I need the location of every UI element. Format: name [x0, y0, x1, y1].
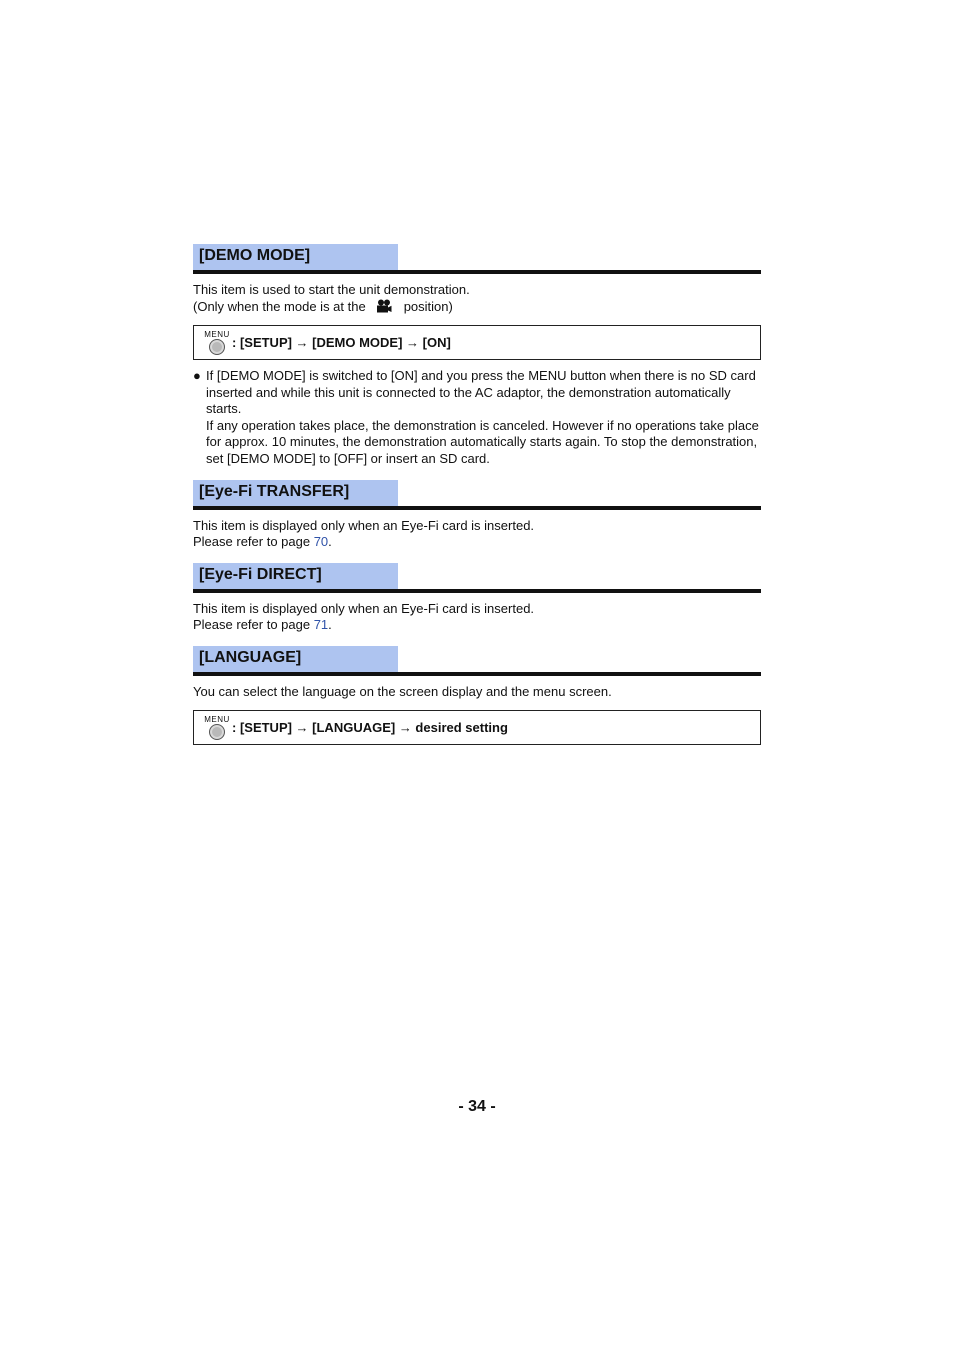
- section-description: This item is used to start the unit demonstration.: [193, 282, 470, 297]
- note-item: [193, 368, 761, 468]
- section-eyefi-transfer: [193, 480, 761, 551]
- note-paragraph-2: If any operation takes place, the demonstration is canceled. However if no operations take place for approx. 10 minutes, the demonstration automatically starts again. To stop the demonstration, set [DEMO MODE] to [OFF] or insert an SD card.: [206, 417, 759, 466]
- section-description: This item is displayed only when an Eye-Fi card is inserted.: [193, 517, 535, 533]
- movie-camera-icon: [376, 299, 392, 313]
- section-heading-bar: [193, 480, 761, 510]
- menu-path-text: : [SETUP] → [DEMO MODE] → [ON]: [232, 335, 451, 350]
- page-number: - 34 -: [458, 1098, 496, 1115]
- page-reference: [193, 617, 761, 634]
- section-demo-mode: [193, 244, 761, 468]
- page-content: [193, 244, 761, 757]
- section-description: This item is displayed only when an Eye-Fi card is inserted.: [193, 600, 535, 616]
- menu-dial-icon: [209, 339, 225, 355]
- section-heading-bar: [193, 646, 761, 676]
- page-reference: [193, 534, 761, 551]
- bullet-icon: ●: [193, 368, 201, 383]
- menu-dial-icon: [209, 724, 225, 740]
- section-eyefi-direct: [193, 563, 761, 634]
- note-paragraph-1: If [DEMO MODE] is switched to [ON] and you press the MENU button when there is no SD card inserted and while this unit is connected to the AC adaptor, the demonstration automatically starts.: [206, 368, 756, 417]
- page-reference-post: .: [328, 617, 332, 633]
- section-language: [193, 646, 761, 746]
- mode-condition-pre: (Only when the mode is at the: [193, 298, 366, 314]
- page-reference-pre: Please refer to page: [193, 617, 314, 633]
- page-link-70[interactable]: 70: [313, 534, 329, 550]
- menu-button-icon: [204, 716, 230, 740]
- section-title: [Eye-Fi DIRECT]: [193, 563, 398, 589]
- page-reference-post: .: [328, 534, 332, 550]
- menu-icon-label: MENU: [204, 329, 230, 339]
- section-title: [DEMO MODE]: [193, 244, 398, 270]
- menu-icon-label: MENU: [204, 714, 230, 724]
- mode-condition: [193, 299, 761, 316]
- mode-condition-post: position): [403, 298, 453, 314]
- menu-path-text: : [SETUP] → [LANGUAGE] → desired setting: [232, 720, 508, 736]
- page-link-71[interactable]: 71: [313, 617, 329, 633]
- section-description: You can select the language on the screen display and the menu screen.: [193, 683, 612, 699]
- menu-path-box: [193, 325, 761, 360]
- menu-button-icon: [204, 331, 230, 355]
- section-title: [LANGUAGE]: [193, 646, 398, 672]
- section-heading-bar: [193, 563, 761, 593]
- section-title: [Eye-Fi TRANSFER]: [193, 480, 398, 506]
- section-heading-bar: [193, 244, 761, 274]
- page-reference-pre: Please refer to page: [193, 534, 314, 550]
- note-body: [206, 368, 761, 468]
- menu-path-box: [193, 710, 761, 745]
